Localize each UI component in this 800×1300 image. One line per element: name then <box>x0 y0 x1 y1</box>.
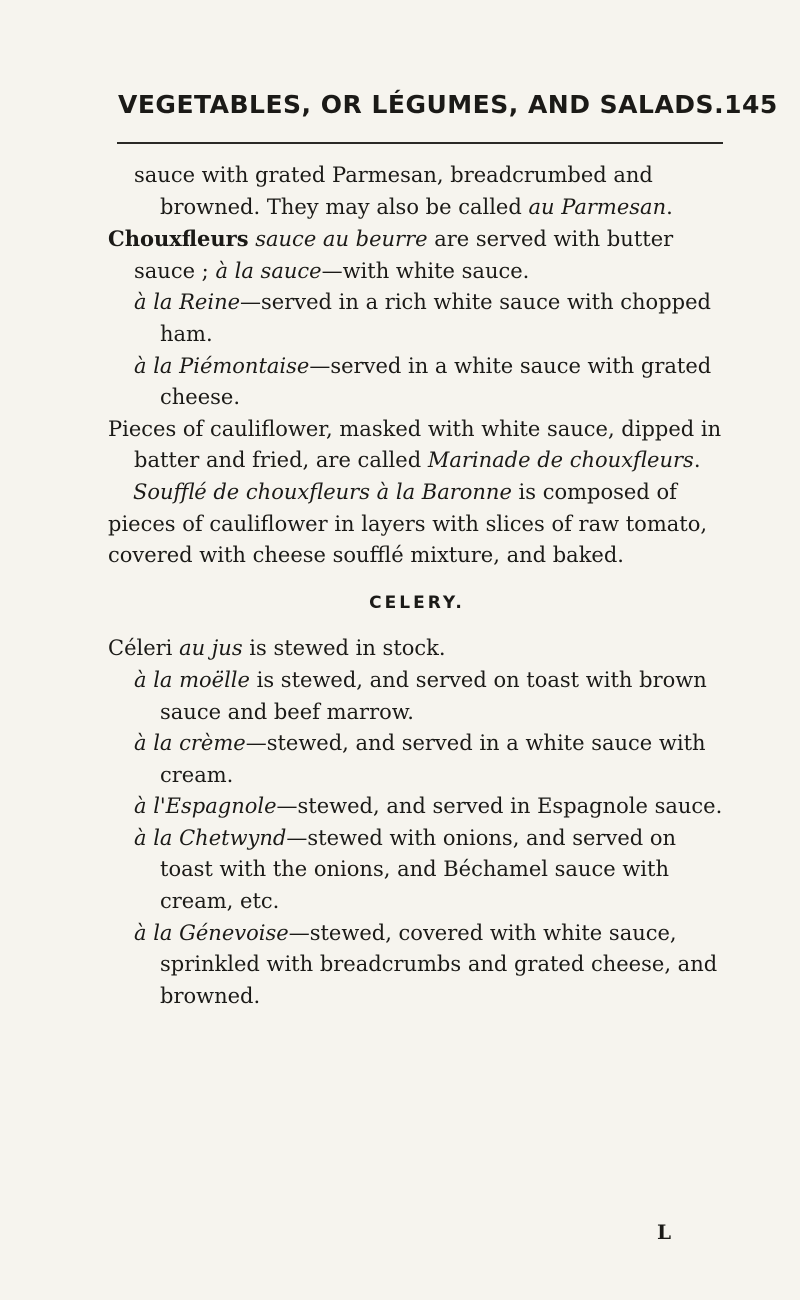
c6-italic-a: à la Génevoise <box>134 920 289 945</box>
running-header <box>118 90 778 119</box>
c2-italic-a: à la moëlle <box>134 667 250 692</box>
c4-italic-a: à l'Espagnole <box>134 794 277 819</box>
p3-text-a: —served in a rich white sauce with chopped ham. <box>160 290 711 346</box>
p4-text-a: —served in a white sauce with grated cheese. <box>160 353 712 410</box>
p1-text-b: . <box>666 194 673 219</box>
paragraph-chetwynd <box>108 823 726 918</box>
paragraph-moelle <box>108 665 726 728</box>
paragraph-souffle <box>108 477 726 572</box>
page-number: 145 <box>724 90 778 119</box>
c1-text-a: Céleri <box>108 636 180 661</box>
p2-bold-a: Chouxfleurs <box>108 226 249 252</box>
c1-italic-a: au jus <box>179 636 243 661</box>
c1-text-b: is stewed in stock. <box>242 636 446 661</box>
paragraph-creme <box>108 728 726 791</box>
c5-text-a: —stewed with onions, and served on toast with the onions, and Béchamel sauce with cream, etc. <box>160 825 677 914</box>
p2-text-a: are served with butter sauce ; <box>134 227 674 283</box>
signature-mark: L <box>657 1220 672 1244</box>
p1-italic-a: au Parmesan <box>528 194 667 219</box>
section-heading-celery: CELERY. <box>369 592 465 613</box>
p5-text-a: Pieces of cauliflower, masked with white sauce, dipped in batter and fried, are called <box>108 416 722 473</box>
paragraph-celeri-au-jus <box>108 633 726 665</box>
paragraph-chouxfleurs <box>108 223 726 287</box>
c5-italic-a: à la Chetwynd <box>134 825 287 850</box>
p6-text-a: is composed of pieces of cauliflower in layers with slices of raw tomato, covered with cheese soufflé mixture, and baked. <box>108 479 708 568</box>
p5-italic-a: Marinade de chouxfleurs <box>427 448 694 473</box>
paragraph-genevoise <box>108 918 726 1013</box>
c4-text-a: —stewed, and served in Espagnole sauce. <box>276 794 723 819</box>
paragraph-espagnole <box>108 791 726 823</box>
paragraph-marinade <box>108 414 726 477</box>
p4-italic-a: à la Piémontaise <box>134 353 310 378</box>
paragraph-reine <box>108 287 726 350</box>
c3-italic-a: à la crème <box>134 731 246 756</box>
header-rule <box>117 142 723 144</box>
p6-italic-a: Soufflé de chouxfleurs à la Baronne <box>133 479 512 504</box>
p1-text-a: sauce with grated Parmesan, breadcrumbed and browned. They may also be called <box>134 163 653 219</box>
paragraph-piemontaise <box>108 351 726 414</box>
c2-text-a: is stewed, and served on toast with brown sauce and beef marrow. <box>160 667 707 724</box>
p2-italic-b: à la sauce <box>215 258 322 283</box>
c3-text-a: —stewed, and served in a white sauce with cream. <box>160 731 706 787</box>
paragraph-parmesan <box>108 160 726 223</box>
header-title: VEGETABLES, OR LÉGUMES, AND SALADS. <box>118 90 725 119</box>
p5-text-b: . <box>693 448 701 473</box>
p3-italic-a: à la Reine <box>134 290 241 315</box>
p2-text-b: —with white sauce. <box>321 258 530 283</box>
page-body <box>108 160 726 1012</box>
c6-text-a: —stewed, covered with white sauce, sprinkled with breadcrumbs and grated cheese, and browned. <box>160 920 718 1008</box>
p2-italic-a: sauce au beurre <box>248 227 428 252</box>
